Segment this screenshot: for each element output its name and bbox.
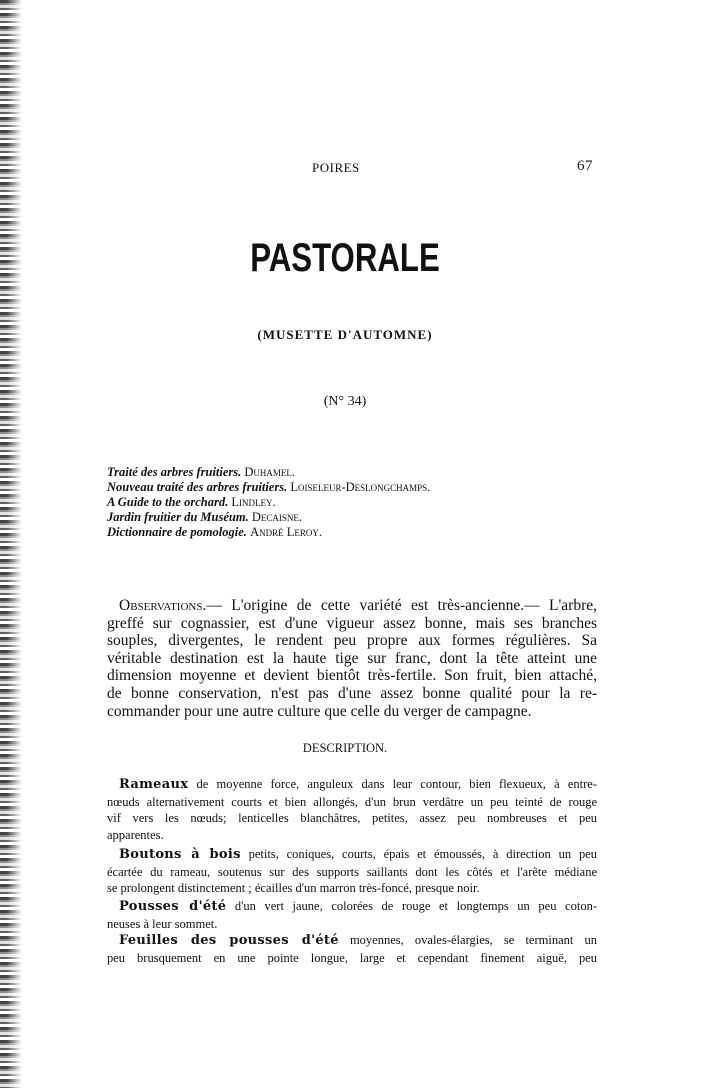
reference-author: Decaisne.: [251, 510, 302, 524]
text-line: vif vers les nœuds; lenticelles blanchâtres, petites, assez peu nombreuses et peu: [107, 811, 597, 825]
reference-work: Dictionnaire de pomologie.: [107, 525, 247, 539]
reference-item: [107, 495, 430, 510]
subtitle: (MUSETTE D'AUTOMNE): [257, 327, 433, 342]
text-line: petits, coniques, courts, épais et émoussés, à direction un peu: [240, 847, 597, 861]
text-line: d'un vert jaune, colorées de rouge et longtemps un peu coton-: [226, 899, 597, 913]
reference-item: [107, 525, 430, 540]
text-line: neuses à leur sommet.: [107, 916, 218, 931]
description-term: Rameaux: [119, 777, 189, 792]
reference-item: [107, 510, 430, 525]
description-term: Feuilles des pousses d'été: [119, 933, 339, 948]
text-line: souples, divergentes, le rendent peu propre aux formes régulières. Sa: [107, 632, 597, 650]
text-line: moyennes, ovales-élargies, se terminant un: [338, 933, 597, 947]
description-term: Pousses d'été: [119, 899, 227, 914]
observations-paragraph: [107, 597, 597, 720]
text-line: commander pour une autre culture que celle du verger de campagne.: [107, 702, 532, 720]
reference-item: [107, 480, 430, 495]
description-boutons: [107, 846, 597, 897]
description-pousses: [107, 898, 597, 932]
description-feuilles: [107, 932, 597, 966]
reference-work: Jardin fruitier du Muséum.: [107, 510, 249, 524]
text-line: — L'origine de cette variété est très-ancienne.— L'arbre,: [206, 597, 597, 614]
reference-work: Traité des arbres fruitiers.: [107, 465, 242, 479]
text-line: peu brusquement en une pointe longue, large et cependant finement aiguë, peu: [107, 950, 597, 965]
text-line: apparentes.: [107, 827, 164, 842]
text-line: écartée du rameau, soutenus sur des supports saillants dont les côtés et l'arête médiane: [107, 864, 597, 879]
variety-number: (N° 34): [323, 394, 367, 409]
text-line: de bonne conservation, n'est pas d'une assez bonne qualité pour la re-: [107, 684, 597, 702]
description-rameaux: [107, 776, 597, 843]
text-line: nœuds alternativement courts et bien allongés, d'un brun verdâtre un peu teinté de rouge: [107, 794, 597, 809]
reference-work: A Guide to the orchard.: [107, 495, 229, 509]
description-heading: DESCRIPTION.: [302, 741, 388, 755]
observations-label: Observations.: [119, 597, 207, 614]
text-line: se prolongent distinctement ; écailles d'un marron très-foncé, presque noir.: [107, 881, 480, 895]
text-line: de moyenne force, anguleux dans leur contour, bien flexueux, à entre-: [188, 777, 597, 791]
text-line: greffé sur cognassier, est d'une vigueur assez bonne, mais ses branches: [107, 614, 597, 632]
page-title: PASTORALE: [250, 236, 440, 280]
running-title: POIRES: [312, 160, 360, 175]
text-line: dimension moyenne et devient bientôt très-fertile. Son fruit, bien attaché,: [107, 667, 597, 685]
scan-binding-edge: [0, 0, 22, 1088]
text-line: véritable destination est la haute tige sur franc, dont la tête atteint une: [107, 649, 597, 667]
reference-work: Nouveau traité des arbres fruitiers.: [107, 480, 288, 494]
reference-author: Loiseleur-Deslongchamps.: [290, 480, 431, 494]
reference-author: Duhamel.: [244, 465, 296, 479]
references-list: [107, 465, 430, 540]
reference-author: André Leroy.: [250, 525, 322, 539]
reference-author: Lindley.: [231, 495, 276, 509]
page-number: 67: [577, 158, 593, 174]
description-term: Boutons à bois: [119, 847, 241, 862]
reference-item: [107, 465, 430, 480]
